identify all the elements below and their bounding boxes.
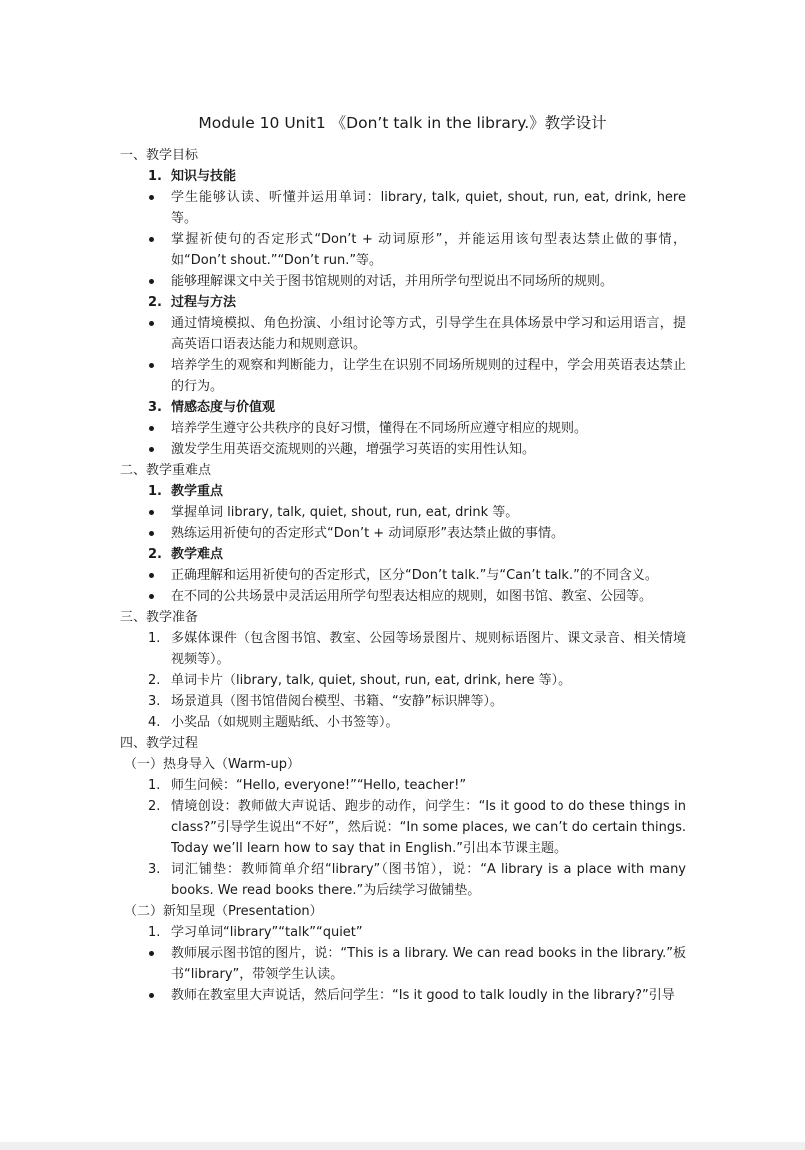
subheading-number: 2. xyxy=(148,295,162,310)
item-number: 2. xyxy=(148,673,161,688)
bullet-item: 激发学生用英语交流规则的兴趣，增强学习英语的实用性认知。 xyxy=(148,439,686,460)
bullet-item: 掌握单词 library, talk, quiet, shout, run, eat, drink 等。 xyxy=(148,502,686,523)
subheading-label: 教学难点 xyxy=(171,547,224,562)
section-heading-objectives: 一、教学目标 xyxy=(120,148,199,163)
section-heading-process: 四、教学过程 xyxy=(120,736,199,751)
subheading-number: 1. xyxy=(148,169,162,184)
item-number: 3. xyxy=(148,694,161,709)
item-text: 情境创设：教师做大声说话、跑步的动作，问学生：“Is it good to do these things in class?”引导学生说出“不好”，然后说：“In some places, we can’t do certain things. Today we’ll learn how to say that in English.”引出本节课主题。 xyxy=(171,799,686,856)
item-text: 场景道具（图书馆借阅台模型、书籍、“安静”标识牌等）。 xyxy=(171,694,503,709)
bullet-item: 教师展示图书馆的图片，说：“This is a library. We can read books in the library.”板书“library”，带领学生认读。 xyxy=(148,943,686,985)
subheading xyxy=(148,397,686,418)
subheading xyxy=(148,292,686,313)
bullet-item: 学生能够认读、听懂并运用单词：library, talk, quiet, shout, run, eat, drink, here 等。 xyxy=(148,187,686,229)
item-number: 1. xyxy=(148,778,161,793)
subheading xyxy=(148,166,686,187)
bullet-item: 正确理解和运用祈使句的否定形式，区分“Don’t talk.”与“Can’t talk.”的不同含义。 xyxy=(148,565,686,586)
document-title: Module 10 Unit1 《Don’t talk in the library.》教学设计 xyxy=(198,114,607,132)
document-body xyxy=(120,145,686,1006)
section-heading-key-points: 二、教学重难点 xyxy=(120,463,212,478)
numbered-item xyxy=(148,775,686,796)
subheading-label: 过程与方法 xyxy=(171,295,237,310)
subheading-number: 2. xyxy=(148,547,162,562)
subheading xyxy=(148,481,686,502)
bullet-item: 在不同的公共场景中灵活运用所学句型表达相应的规则，如图书馆、教室、公园等。 xyxy=(148,586,686,607)
bullet-item: 掌握祈使句的否定形式“Don’t + 动词原形”，并能运用该句型表达禁止做的事情，如“Don’t shout.”“Don’t run.”等。 xyxy=(148,229,686,271)
bullet-item: 能够理解课文中关于图书馆规则的对话，并用所学句型说出不同场所的规则。 xyxy=(148,271,686,292)
numbered-item xyxy=(148,859,686,901)
item-text: 单词卡片（library, talk, quiet, shout, run, eat, drink, here 等）。 xyxy=(171,673,572,688)
item-text: 师生问候：“Hello, everyone!”“Hello, teacher!” xyxy=(171,778,467,793)
subheading-label: 教学重点 xyxy=(171,484,224,499)
subheading xyxy=(148,544,686,565)
bullet-item: 教师在教室里大声说话，然后问学生：“Is it good to talk loudly in the library?”引导 xyxy=(148,985,686,1006)
subheading-label: 情感态度与价值观 xyxy=(171,400,276,415)
bullet-item: 通过情境模拟、角色扮演、小组讨论等方式，引导学生在具体场景中学习和运用语言，提高英语口语表达能力和规则意识。 xyxy=(148,313,686,355)
item-text: 小奖品（如规则主题贴纸、小书签等）。 xyxy=(171,715,399,730)
numbered-item xyxy=(148,796,686,859)
subheading-number: 1. xyxy=(148,484,162,499)
item-text: 词汇铺垫：教师简单介绍“library”（图书馆），说：“A library is a place with many books. We read books there.”为后续学习做铺垫。 xyxy=(171,862,686,898)
section-heading-preparation: 三、教学准备 xyxy=(120,610,199,625)
numbered-item xyxy=(148,712,686,733)
subheading-label: 知识与技能 xyxy=(171,169,237,184)
subheading-number: 3. xyxy=(148,400,162,415)
bullet-item: 培养学生的观察和判断能力，让学生在识别不同场所规则的过程中，学会用英语表达禁止的行为。 xyxy=(148,355,686,397)
item-number: 4. xyxy=(148,715,161,730)
numbered-item xyxy=(148,691,686,712)
bullet-item: 熟练运用祈使句的否定形式“Don’t + 动词原形”表达禁止做的事情。 xyxy=(148,523,686,544)
numbered-item xyxy=(148,670,686,691)
item-number: 2. xyxy=(148,799,161,814)
item-text: 多媒体课件（包含图书馆、教室、公园等场景图片、规则标语图片、课文录音、相关情境视频等）。 xyxy=(171,631,686,667)
item-text: 学习单词“library”“talk”“quiet” xyxy=(171,925,363,940)
item-number: 3. xyxy=(148,862,161,877)
numbered-item xyxy=(148,922,686,943)
bullet-item: 培养学生遵守公共秩序的良好习惯，懂得在不同场所应遵守相应的规则。 xyxy=(148,418,686,439)
item-number: 1. xyxy=(148,631,161,646)
part-heading-warm-up: （一）热身导入（Warm-up） xyxy=(124,757,300,772)
numbered-item xyxy=(148,628,686,670)
item-number: 1. xyxy=(148,925,161,940)
part-heading-presentation: （二）新知呈现（Presentation） xyxy=(124,904,323,919)
